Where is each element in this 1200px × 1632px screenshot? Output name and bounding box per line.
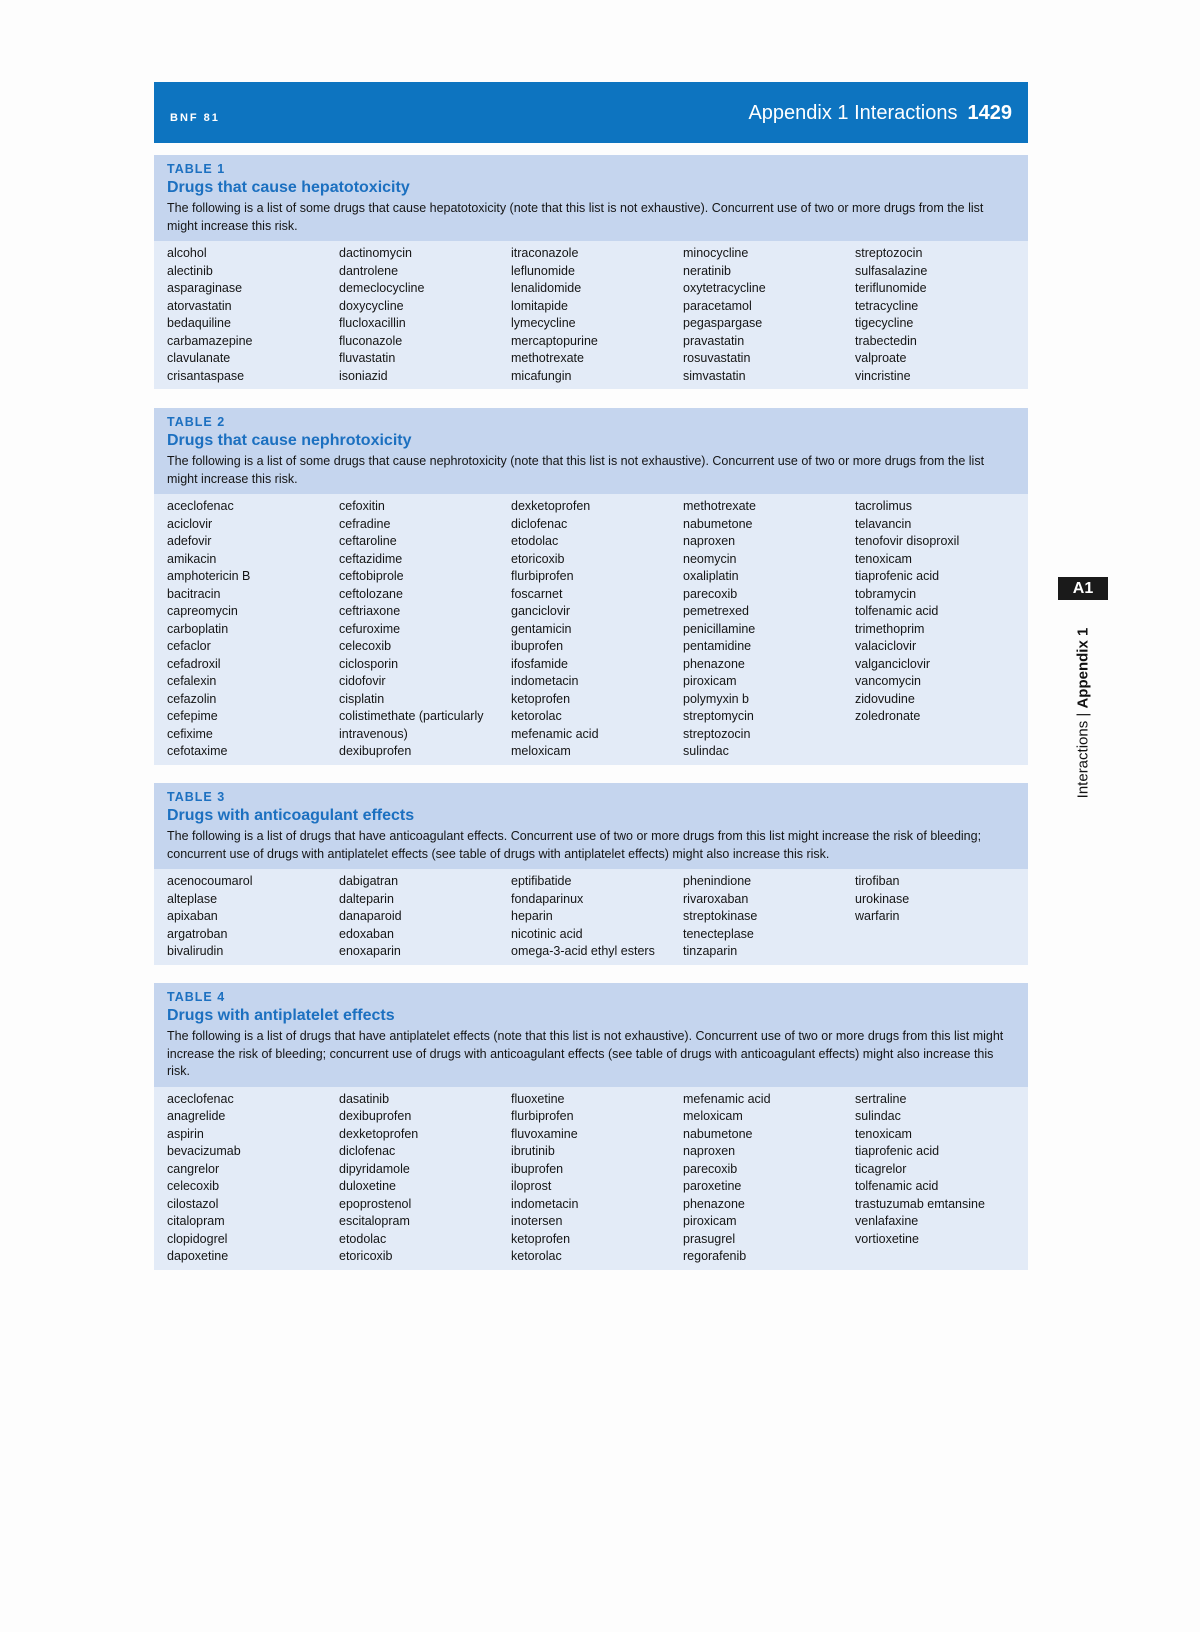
drug-name: atorvastatin [167, 298, 232, 313]
drug-name: trabectedin [855, 333, 917, 348]
drug-name: streptozocin [855, 246, 923, 260]
drug-name: cefalexin [167, 674, 217, 688]
drug-name: pegaspargase [683, 316, 763, 330]
drug-name: vortioxetine [855, 1231, 919, 1246]
drug-name: bedaquiline [167, 316, 231, 330]
drug-name: warfarin [855, 909, 900, 923]
drug-name: dexketoprofen [339, 1126, 419, 1141]
drug-name: phenazone [683, 656, 745, 671]
drug-name: neratinib [683, 263, 731, 278]
drug-name: dexketoprofen [511, 499, 591, 513]
drug-name: flurbiprofen [511, 569, 574, 583]
drug-name: paroxetine [683, 1179, 742, 1193]
drug-name: dasatinib [339, 1091, 390, 1106]
drug-name: cefaclor [167, 639, 211, 653]
table-description: The following is a list of drugs that have anticoagulant effects. Concurrent use of two or more drugs from this list might increase the risk of bleeding; concurrent use of drugs with antiplatelet effects (see table of drugs with antiplatelet effects) might also increase this risk. [167, 829, 982, 861]
drug-name: trimethoprim [855, 621, 925, 636]
drug-column [511, 1091, 683, 1266]
drug-name: aceclofenac [167, 1091, 234, 1106]
drug-name: fluoxetine [511, 1091, 565, 1106]
drug-name: indometacin [511, 674, 579, 688]
table-header [154, 983, 1028, 1087]
drug-name: lenalidomide [511, 281, 582, 295]
side-separator: | [1074, 712, 1092, 717]
side-running-title [1068, 618, 1098, 808]
drug-name: aceclofenac [167, 499, 234, 513]
drug-name: meloxicam [683, 1109, 743, 1123]
drug-name: amikacin [167, 551, 217, 566]
drug-name: meloxicam [511, 744, 571, 758]
drug-name: epoprostenol [339, 1196, 412, 1211]
drug-name: streptomycin [683, 709, 754, 723]
table-number: TABLE 1 [167, 162, 226, 176]
drug-column [167, 1091, 339, 1266]
drug-name: sulfasalazine [855, 263, 928, 278]
drug-name: ketoprofen [511, 691, 571, 706]
drug-column [511, 873, 683, 961]
table-number: TABLE 2 [167, 415, 226, 429]
side-appendix: Appendix 1 [1074, 627, 1092, 709]
drug-name: ketorolac [511, 1249, 562, 1263]
drug-column [683, 498, 855, 761]
drug-name: flucloxacillin [339, 316, 406, 330]
drug-name: cefazolin [167, 691, 217, 706]
drug-name: fluvoxamine [511, 1126, 578, 1141]
page-number: 1429 [967, 102, 1012, 124]
drug-name: micafungin [511, 368, 572, 383]
drug-name: inotersen [511, 1214, 563, 1228]
section-title: Appendix 1 Interactions [748, 102, 958, 124]
drug-column [683, 873, 855, 961]
drug-name: piroxicam [683, 674, 737, 688]
drug-name: oxytetracycline [683, 281, 766, 295]
drug-name: dapoxetine [167, 1249, 229, 1263]
drug-name: tobramycin [855, 586, 917, 601]
drug-list [154, 241, 1028, 389]
drug-name: neomycin [683, 551, 737, 566]
drug-name: zoledronate [855, 709, 921, 723]
drug-name: naproxen [683, 1144, 736, 1158]
drug-name: nabumetone [683, 1126, 753, 1141]
drug-name: tenofovir disoproxil [855, 534, 960, 548]
drug-name: isoniazid [339, 368, 388, 383]
drug-name: dactinomycin [339, 246, 412, 260]
drug-name: ibuprofen [511, 1161, 564, 1176]
drug-name: omega-3-acid ethyl esters [511, 944, 655, 958]
drug-name: regorafenib [683, 1249, 747, 1263]
drug-name: cefadroxil [167, 656, 221, 671]
drug-name: methotrexate [511, 351, 584, 365]
table-description: The following is a list of some drugs that cause nephrotoxicity (note that this list is not exhaustive). Concurrent use of two or more drugs from the list might increase this risk. [167, 454, 985, 486]
drug-name: zidovudine [855, 691, 915, 706]
drug-name: amphotericin B [167, 569, 251, 583]
drug-name: cidofovir [339, 674, 386, 688]
drug-name: sulindac [683, 744, 729, 758]
drug-name: etoricoxib [339, 1249, 393, 1263]
drug-name: tirofiban [855, 874, 900, 888]
drug-name: tenecteplase [683, 926, 754, 941]
appendix-tab: A1 [1058, 577, 1108, 600]
drug-name: methotrexate [683, 499, 756, 513]
drug-name: capreomycin [167, 604, 238, 618]
drug-name: mefenamic acid [511, 726, 599, 741]
drug-column [167, 873, 339, 961]
drug-column [855, 873, 1027, 961]
table-number: TABLE 3 [167, 790, 226, 804]
drug-name: tigecycline [855, 316, 914, 330]
book-edition: BNF 81 [170, 112, 220, 124]
drug-name: celecoxib [339, 639, 392, 653]
drug-name: tinzaparin [683, 944, 738, 958]
drug-column [855, 245, 1027, 385]
drug-name: ceftaroline [339, 534, 397, 548]
drug-list [154, 869, 1028, 965]
drug-name: flurbiprofen [511, 1109, 574, 1123]
table-antiplatelet [154, 983, 1028, 1270]
drug-name: ceftazidime [339, 551, 403, 566]
drug-name: bivalirudin [167, 944, 224, 958]
drug-name: valaciclovir [855, 639, 917, 653]
drug-name: duloxetine [339, 1179, 396, 1193]
side-section: Interactions [1074, 720, 1092, 799]
drug-name: gentamicin [511, 621, 572, 636]
drug-name: crisantaspase [167, 368, 245, 383]
drug-name: vincristine [855, 368, 911, 383]
drug-name: edoxaban [339, 926, 394, 941]
drug-name: cefuroxime [339, 621, 401, 636]
drug-column [167, 498, 339, 761]
drug-name: alcohol [167, 246, 207, 260]
drug-name: tacrolimus [855, 499, 912, 513]
drug-name: doxycycline [339, 298, 404, 313]
drug-name: ibrutinib [511, 1144, 555, 1158]
drug-name: nabumetone [683, 516, 753, 531]
drug-name: urokinase [855, 891, 910, 906]
drug-name: bevacizumab [167, 1144, 241, 1158]
drug-name: asparaginase [167, 281, 243, 295]
drug-name: eptifibatide [511, 874, 572, 888]
drug-name: parecoxib [683, 1161, 738, 1176]
table-title: Drugs that cause hepatotoxicity [167, 179, 410, 196]
drug-name: penicillamine [683, 621, 756, 636]
drug-name: sulindac [855, 1109, 901, 1123]
drug-name: minocycline [683, 246, 749, 260]
drug-list [154, 1087, 1028, 1270]
drug-name: itraconazole [511, 246, 579, 260]
drug-name: cilostazol [167, 1196, 219, 1211]
drug-name: cefradine [339, 516, 391, 531]
drug-name: valganciclovir [855, 656, 931, 671]
drug-name: naproxen [683, 534, 736, 548]
drug-name: iloprost [511, 1179, 552, 1193]
drug-name: carboplatin [167, 621, 229, 636]
drug-name: dexibuprofen [339, 1109, 412, 1123]
drug-name: phenindione [683, 874, 752, 888]
drug-name: tenoxicam [855, 551, 912, 566]
drug-column [683, 1091, 855, 1266]
drug-name: foscarnet [511, 586, 563, 601]
drug-name: cangrelor [167, 1161, 220, 1176]
drug-name: ceftobiprole [339, 569, 404, 583]
table-title: Drugs with anticoagulant effects [167, 807, 415, 824]
drug-name: etodolac [511, 534, 559, 548]
drug-name: fondaparinux [511, 891, 584, 906]
drug-column [339, 245, 511, 385]
drug-name: cefixime [167, 726, 213, 741]
drug-name: telavancin [855, 516, 912, 531]
drug-name: alteplase [167, 891, 218, 906]
drug-name: ceftolozane [339, 586, 403, 601]
drug-name: tiaprofenic acid [855, 1144, 940, 1158]
drug-name: diclofenac [339, 1144, 396, 1158]
drug-name: aspirin [167, 1126, 204, 1141]
drug-name: argatroban [167, 926, 228, 941]
drug-name: trastuzumab emtansine [855, 1196, 985, 1211]
drug-name: venlafaxine [855, 1214, 919, 1228]
drug-name: parecoxib [683, 586, 738, 601]
drug-name: simvastatin [683, 368, 746, 383]
drug-name: sertraline [855, 1091, 907, 1106]
drug-name: paracetamol [683, 298, 752, 313]
drug-column [167, 245, 339, 385]
drug-name: alectinib [167, 263, 213, 278]
drug-name: nicotinic acid [511, 926, 583, 941]
drug-column [511, 498, 683, 761]
drug-name: mercaptopurine [511, 333, 598, 348]
drug-name: piroxicam [683, 1214, 737, 1228]
table-title: Drugs that cause nephrotoxicity [167, 432, 412, 449]
drug-name: tenoxicam [855, 1126, 912, 1141]
drug-name: tolfenamic acid [855, 1179, 939, 1193]
table-anticoagulant [154, 783, 1028, 965]
drug-name: ketorolac [511, 709, 562, 723]
drug-name: streptokinase [683, 909, 758, 923]
drug-name: prasugrel [683, 1231, 736, 1246]
drug-name: ibuprofen [511, 639, 564, 653]
drug-name: apixaban [167, 909, 218, 923]
page-heading [748, 102, 1012, 125]
drug-list [154, 494, 1028, 765]
drug-column [511, 245, 683, 385]
table-description: The following is a list of some drugs that cause hepatotoxicity (note that this list is not exhaustive). Concurrent use of two or more drugs from the list might increase this risk. [167, 201, 984, 233]
drug-name: ganciclovir [511, 604, 571, 618]
drug-name: aciclovir [167, 516, 213, 531]
drug-name: dantrolene [339, 263, 399, 278]
drug-name: ceftriaxone [339, 604, 401, 618]
drug-name: lymecycline [511, 316, 576, 330]
drug-name: streptozocin [683, 726, 751, 741]
table-hepatotoxicity [154, 155, 1028, 389]
drug-name: dexibuprofen [339, 744, 412, 758]
drug-name: vancomycin [855, 674, 921, 688]
drug-name: danaparoid [339, 909, 402, 923]
drug-name: etodolac [339, 1231, 387, 1246]
drug-name: enoxaparin [339, 944, 401, 958]
drug-name: ciclosporin [339, 656, 399, 671]
drug-name: etoricoxib [511, 551, 565, 566]
table-header [154, 155, 1028, 241]
drug-name: celecoxib [167, 1179, 220, 1193]
drug-name: pemetrexed [683, 604, 750, 618]
drug-name: escitalopram [339, 1214, 410, 1228]
drug-name: clopidogrel [167, 1231, 228, 1246]
drug-name: dabigatran [339, 874, 399, 888]
drug-name: oxaliplatin [683, 569, 739, 583]
drug-column [855, 1091, 1027, 1266]
drug-name: adefovir [167, 534, 212, 548]
drug-column [683, 245, 855, 385]
drug-name: anagrelide [167, 1109, 226, 1123]
drug-name: rosuvastatin [683, 351, 751, 365]
drug-name: heparin [511, 909, 553, 923]
drug-name: acenocoumarol [167, 874, 253, 888]
drug-name: ifosfamide [511, 656, 568, 671]
table-description: The following is a list of drugs that have antiplatelet effects (note that this list is not exhaustive). Concurrent use of two or more drugs from this list might increase the risk of bleeding; concurrent use of drugs with anticoagulant effects (see table of drugs with anticoagulant effects) might also increase this risk. [167, 1029, 1004, 1078]
drug-name: leflunomide [511, 263, 575, 278]
drug-name: tolfenamic acid [855, 604, 939, 618]
table-header [154, 408, 1028, 494]
drug-name: pravastatin [683, 333, 745, 348]
table-title: Drugs with antiplatelet effects [167, 1007, 395, 1024]
drug-name: cefoxitin [339, 499, 385, 513]
drug-name: cefotaxime [167, 744, 228, 758]
page-header [154, 82, 1028, 143]
drug-name: lomitapide [511, 298, 568, 313]
drug-name: ketoprofen [511, 1231, 571, 1246]
drug-name: ticagrelor [855, 1161, 907, 1176]
table-nephrotoxicity [154, 408, 1028, 765]
drug-column [339, 873, 511, 961]
drug-name: tetracycline [855, 298, 919, 313]
table-number: TABLE 4 [167, 990, 226, 1004]
drug-name: citalopram [167, 1214, 225, 1228]
drug-name: tiaprofenic acid [855, 569, 940, 583]
drug-name: cisplatin [339, 691, 385, 706]
drug-name: fluvastatin [339, 351, 396, 365]
drug-name: demeclocycline [339, 281, 425, 295]
drug-name: rivaroxaban [683, 891, 749, 906]
drug-name: indometacin [511, 1196, 579, 1211]
drug-column [855, 498, 1027, 761]
drug-name: intravenous) [339, 726, 408, 741]
drug-column [339, 1091, 511, 1266]
table-header [154, 783, 1028, 869]
drug-name: teriflunomide [855, 281, 927, 295]
drug-name: dalteparin [339, 891, 394, 906]
drug-name: bacitracin [167, 586, 221, 601]
drug-column [339, 498, 511, 761]
drug-name: phenazone [683, 1196, 745, 1211]
drug-name: diclofenac [511, 516, 568, 531]
drug-name: mefenamic acid [683, 1091, 771, 1106]
drug-name: polymyxin b [683, 691, 749, 706]
drug-name: carbamazepine [167, 333, 253, 348]
drug-name: clavulanate [167, 351, 231, 365]
drug-name: dipyridamole [339, 1161, 410, 1176]
drug-name: cefepime [167, 709, 218, 723]
drug-name: valproate [855, 351, 907, 365]
drug-name: fluconazole [339, 333, 403, 348]
drug-name: colistimethate (particularly [339, 709, 484, 723]
drug-name: pentamidine [683, 639, 752, 653]
